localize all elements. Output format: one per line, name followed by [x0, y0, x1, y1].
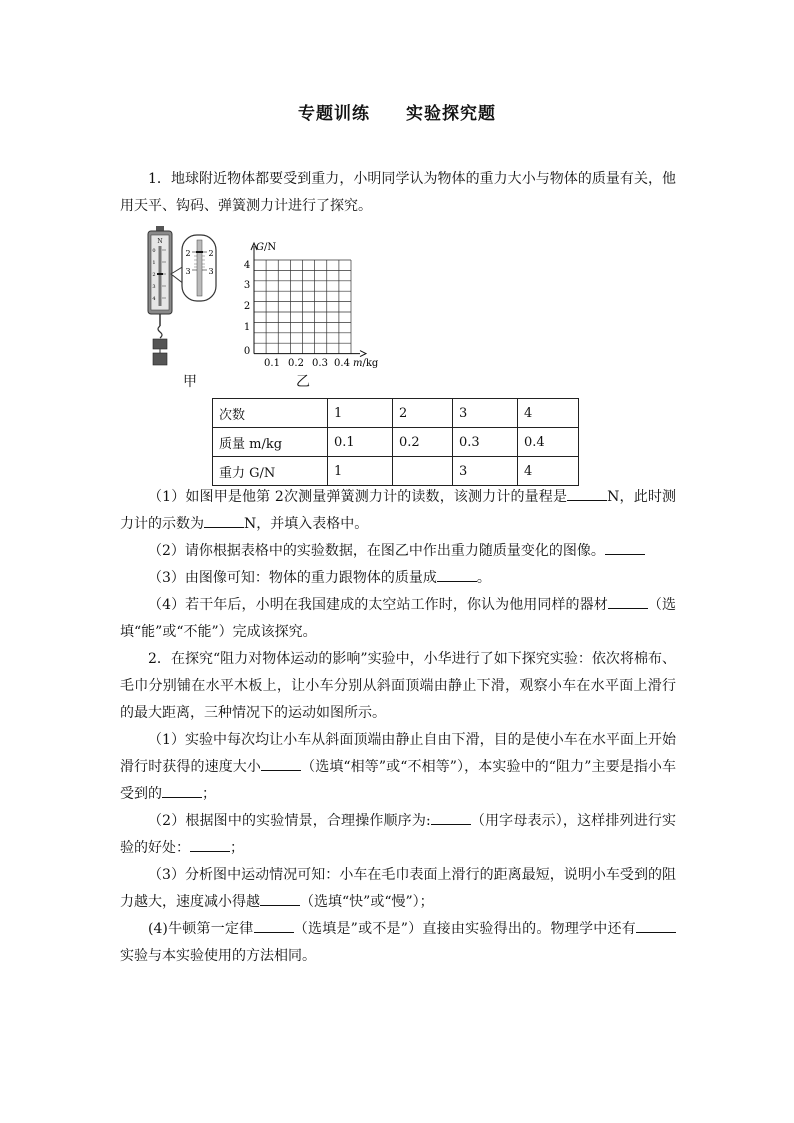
table-cell: 1 [328, 457, 393, 486]
answer-blank[interactable] [260, 891, 300, 906]
q1-s1-text-a: （1）如图甲是他第 2次测量弹簧测力计的读数，该测力计的量程是 [148, 489, 568, 505]
answer-blank[interactable] [567, 486, 607, 501]
scale-mark: 0 [152, 248, 156, 254]
y-tick-label: 2 [243, 301, 251, 312]
table-cell: 2 [393, 399, 453, 428]
answer-blank[interactable] [204, 513, 244, 528]
q1-s2-text: （2）请你根据表格中的实验数据，在图乙中作出重力随质量变化的图像。 [148, 543, 605, 559]
answer-blank[interactable] [261, 756, 301, 771]
table-cell: 3 [453, 399, 518, 428]
table-cell: 4 [518, 457, 579, 486]
zoom-mark: 3 [185, 267, 191, 276]
q2-s4-text-c: 实验与本实验使用的方法相同。 [120, 948, 316, 964]
scale-unit-label: N [157, 238, 163, 245]
table-row [213, 428, 579, 457]
table-cell: 0.2 [393, 428, 453, 457]
x-tick-label: 0.2 [288, 358, 304, 369]
answer-blank[interactable] [437, 567, 477, 582]
zoom-mark: 2 [208, 249, 214, 258]
x-tick-label: 0.1 [264, 358, 280, 369]
table-row [213, 399, 579, 428]
q1-intro: 1．地球附近物体都要受到重力，小明同学认为物体的重力大小与物体的质量有关，他用天平、钩码、弹簧测力计进行了探究。 [120, 171, 676, 214]
zoom-mark: 3 [208, 267, 214, 276]
q1-sub-4 [120, 592, 676, 646]
scale-mark: 2 [152, 272, 156, 278]
q1-sub-2 [120, 538, 676, 565]
q2-intro: 2．在探究“阻力对物体运动的影响”实验中，小华进行了如下探究实验：依次将棉布、毛巾分别铺在水平木板上，让小车分别从斜面顶端由静止下滑，观察小车在水平面上滑行的最大距离，三种情况下的运动如图所示。 [120, 651, 676, 721]
x-axis-symbol: m [353, 358, 363, 369]
table-cell: 重力 G/N [213, 457, 328, 486]
q2-s4-text-a: (4)牛顿第一定律 [148, 921, 254, 937]
q1-s1-text-c: N，并填入表格中。 [244, 516, 369, 532]
q1-s3-text-a: （3）由图像可知：物体的重力跟物体的质量成 [148, 570, 437, 586]
q2-sub-4 [120, 916, 676, 970]
table-cell: 0.1 [328, 428, 393, 457]
weight-mass-graph [238, 236, 388, 370]
title-right: 实验探究题 [406, 104, 496, 124]
fig-yi-label: 乙 [296, 374, 310, 390]
q1-s3-text-b: 。 [476, 570, 491, 586]
q1-sub-3 [120, 565, 676, 592]
q1-s4-text-b: （选填“能”或“不能”）完成该探究。 [120, 597, 677, 640]
q2-sub-1 [120, 727, 676, 808]
y-tick-label: 3 [243, 280, 251, 291]
q2-sub-3 [120, 862, 676, 916]
answer-blank[interactable] [608, 594, 648, 609]
table-cell: 4 [518, 399, 579, 428]
scale-mark: 3 [152, 284, 156, 290]
table-row [213, 457, 579, 486]
x-tick-label: 0.3 [312, 358, 328, 369]
q2-s2-text-a: （2）根据图中的实验情景，合理操作顺序为: [148, 813, 431, 829]
answer-blank[interactable] [162, 783, 202, 798]
q2-s1-text-c: ； [202, 786, 216, 802]
answer-blank[interactable] [431, 810, 471, 825]
scale-mark: 1 [152, 260, 156, 266]
page-title [0, 99, 794, 124]
answer-blank[interactable] [254, 918, 294, 933]
y-tick-label: 1 [243, 322, 251, 333]
q2-s3-text-b: （选填“快”或“慢”）； [300, 894, 434, 910]
fig-jia-label: 甲 [183, 374, 197, 390]
q2-sub-2 [120, 808, 676, 862]
table-cell: 次数 [213, 399, 328, 428]
answer-blank[interactable] [636, 918, 676, 933]
q2-s2-text-b: （用字母表示），这样排列进行实验的好处： [120, 813, 677, 856]
x-axis-unit: /kg [362, 358, 379, 369]
table-cell [393, 457, 453, 486]
x-tick-label: 0.4 [334, 358, 350, 369]
q2-s1-text-a: （1）实验中每次均让小车从斜面顶端由静止自由下滑，目的是使小车在水平面上开始滑行时获得的速度大小 [120, 732, 676, 775]
q2-s4-text-b: （选填是”或不是”）直接由实验得出的。物理学中还有 [293, 921, 636, 937]
table-cell: 3 [453, 457, 518, 486]
q2-s1-text-b: （选填“相等”或“不相等”），本实验中的“阻力”主要是指小车受到的 [120, 759, 676, 802]
data-table [212, 398, 579, 486]
y-axis-symbol: G [256, 242, 264, 253]
q1-s1-text-b: N，此时测力计的示数为 [120, 489, 677, 532]
svg-text:G/N [256, 242, 276, 253]
zoom-mark: 2 [185, 249, 191, 258]
q1-s4-text-a: （4）若干年后，小明在我国建成的太空站工作时，你认为他用同样的器材 [148, 597, 608, 613]
q1-sub-1 [120, 484, 676, 538]
scale-mark: 4 [152, 296, 156, 302]
q2-s3-text-a: （3）分析图中运动情况可知：小车在毛巾表面上滑行的距离最短，说明小车受到的阻力越大，速度减小得越 [120, 867, 676, 910]
y-axis-unit: /N [264, 242, 277, 253]
table-cell: 0.4 [518, 428, 579, 457]
title-left: 专题训练 [298, 104, 370, 124]
svg-text:m/kg [353, 358, 379, 369]
spring-scale-figure [140, 226, 244, 368]
table-cell: 质量 m/kg [213, 428, 328, 457]
q2-s2-text-c: ； [230, 840, 244, 856]
y-tick-label: 4 [243, 260, 251, 271]
table-cell: 1 [328, 399, 393, 428]
table-cell: 0.3 [453, 428, 518, 457]
y-tick-label: 0 [243, 346, 251, 357]
answer-blank[interactable] [190, 837, 230, 852]
answer-blank[interactable] [605, 540, 645, 555]
